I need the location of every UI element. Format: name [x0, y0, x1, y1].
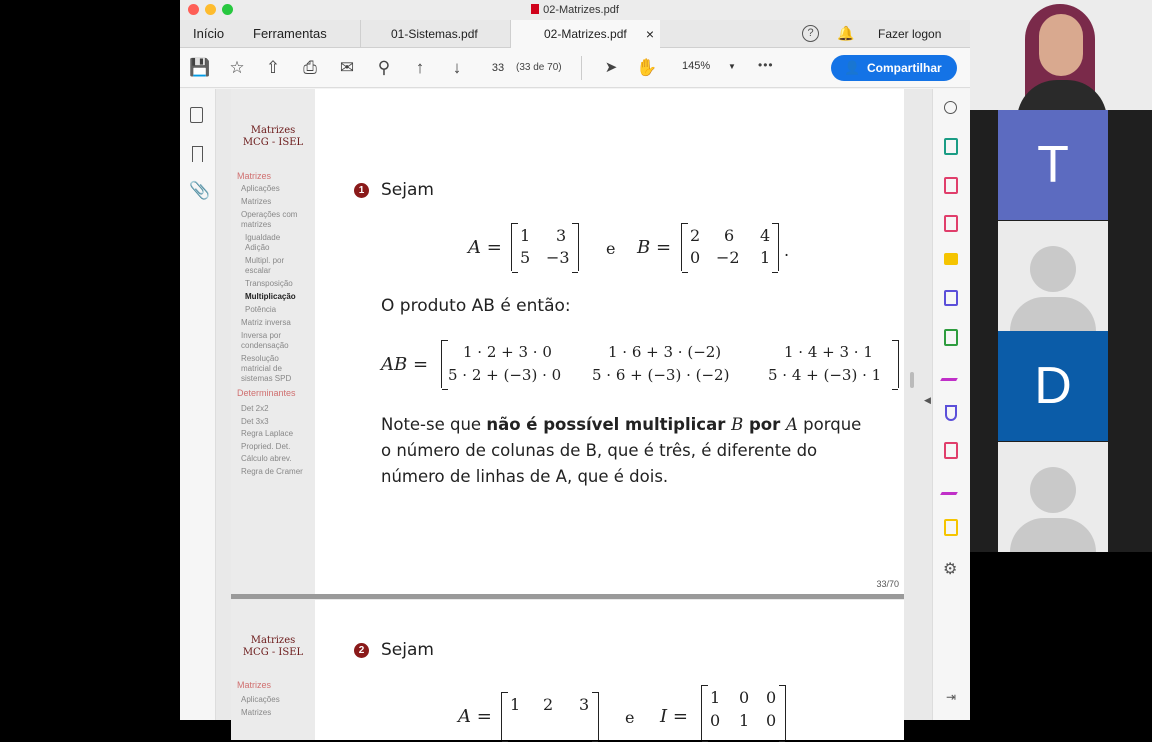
matrix-cell: 3 — [579, 695, 590, 714]
tab-label: 02-Matrizes.pdf — [544, 27, 627, 41]
matrix-cell: 1 — [710, 688, 721, 707]
window-title: 02-Matrizes.pdf — [543, 4, 619, 16]
tool-icon[interactable] — [944, 101, 957, 114]
bullet-badge: 2 — [354, 643, 369, 658]
sidebar-item[interactable]: Inversa por — [241, 331, 282, 340]
matrix-b — [681, 223, 779, 271]
maximize-window-button[interactable] — [222, 4, 233, 15]
matrix-cell: 1 — [760, 248, 771, 267]
sidebar-item[interactable]: Aplicações — [241, 695, 280, 704]
stamp-icon[interactable] — [944, 519, 958, 536]
document-viewer[interactable] — [216, 89, 932, 730]
matrix-cell: 0 — [690, 248, 701, 267]
note-math: B — [731, 415, 744, 434]
slide-content — [315, 600, 904, 740]
matrix-cell: 1 · 6 + 3 · (−2) — [608, 343, 722, 361]
avatar — [1030, 467, 1076, 513]
pages-icon[interactable] — [190, 107, 203, 123]
comment-icon[interactable] — [944, 253, 958, 265]
intro-text: Sejam — [381, 180, 434, 200]
close-window-button[interactable] — [188, 4, 199, 15]
sidebar-item[interactable]: matrizes — [241, 220, 272, 229]
sidebar-title: Matrizes — [250, 125, 296, 136]
share-label: Compartilhar — [867, 61, 942, 75]
matrix-cell: 4 — [760, 226, 771, 245]
pdf-file-icon — [531, 4, 539, 14]
sidebar-subtitle: MCG - ISEL — [242, 647, 304, 658]
attachment-icon[interactable]: 📎 — [189, 181, 211, 200]
share-button[interactable] — [831, 55, 957, 81]
tab-doc-matrizes[interactable] — [510, 20, 660, 48]
pdf-app-window — [180, 0, 970, 730]
sidebar-item[interactable]: Matrizes — [241, 197, 272, 206]
pointer-icon[interactable]: ➤ — [604, 59, 618, 76]
matrix-a-label: A = — [458, 706, 492, 727]
sidebar-item[interactable]: Det 2x2 — [241, 404, 269, 413]
camera-feed — [957, 0, 1152, 110]
note-math: A — [786, 415, 798, 434]
pdf-page — [231, 89, 904, 595]
edit-pdf-icon[interactable] — [944, 177, 958, 194]
sidebar-subtitle: MCG - ISEL — [242, 137, 304, 148]
customize-tools-icon[interactable]: ⚙ — [943, 561, 958, 578]
sidebar-title: Matrizes — [250, 635, 296, 646]
login-link[interactable]: Fazer logon — [878, 27, 942, 41]
sidebar-item[interactable]: Det 3x3 — [241, 416, 269, 426]
matrix-i-label: I = — [660, 706, 688, 727]
organize-pages-icon[interactable] — [944, 215, 958, 232]
matrix-cell: 1 · 4 + 3 · 1 — [784, 343, 873, 361]
participant-tile[interactable] — [998, 331, 1108, 441]
beamer-sidebar — [231, 600, 315, 740]
note-text: Note-se que — [381, 415, 487, 434]
page-number: 33/70 — [876, 579, 899, 589]
tab-label: 01-Sistemas.pdf — [391, 27, 478, 41]
tab-doc-sistemas[interactable] — [360, 20, 510, 48]
tab-home[interactable]: Início — [193, 26, 225, 41]
help-icon[interactable]: ? — [802, 25, 819, 42]
slide-content — [315, 89, 904, 595]
matrix-cell: 5 · 4 + (−3) · 1 — [768, 366, 882, 384]
toolbar-divider — [581, 56, 582, 80]
matrix-cell: 1 · 2 + 3 · 0 — [463, 343, 552, 361]
sidebar-item-active[interactable]: Multiplicação — [245, 292, 296, 301]
right-tools-rail — [924, 89, 970, 720]
collapse-right-icon[interactable]: ◀ — [924, 395, 931, 405]
save-icon[interactable]: 💾 — [189, 58, 211, 77]
sidebar-section[interactable]: Determinantes — [237, 388, 296, 398]
matrix-cell: 6 — [724, 226, 735, 245]
matrix-cell: 3 — [556, 226, 567, 245]
minimize-window-button[interactable] — [205, 4, 216, 15]
export-pdf-icon[interactable] — [944, 138, 958, 155]
print-icon[interactable]: ⎙ — [303, 58, 317, 77]
sidebar-item[interactable]: Transposição — [245, 279, 293, 288]
star-icon[interactable]: ☆ — [229, 58, 245, 77]
sidebar-item[interactable]: Adição — [245, 243, 270, 252]
upload-icon[interactable]: ⇧ — [265, 58, 281, 77]
product-text: O produto AB é então: — [381, 296, 571, 316]
intro-text: Sejam — [381, 640, 434, 660]
sidebar-item[interactable]: escalar — [245, 266, 271, 275]
sidebar-item[interactable]: Cálculo abrev. — [241, 454, 292, 463]
sidebar-item[interactable]: Aplicações — [241, 184, 280, 193]
product-matrix — [441, 340, 899, 388]
matrix-cell: −3 — [546, 248, 570, 267]
scrollbar-thumb[interactable] — [910, 372, 914, 388]
close-tab-icon[interactable]: × — [645, 26, 654, 42]
protect-icon[interactable] — [945, 405, 957, 421]
matrix-cell: 2 — [690, 226, 701, 245]
zoom-select[interactable] — [672, 60, 738, 76]
participant-tile[interactable] — [998, 110, 1108, 220]
mail-icon[interactable]: ✉ — [339, 58, 355, 77]
participant-tile[interactable] — [998, 221, 1108, 331]
matrix-a — [501, 692, 599, 740]
bookmark-icon[interactable] — [192, 146, 203, 162]
matrix-cell: −2 — [716, 248, 740, 267]
zoom-out-icon[interactable]: ⚲ — [377, 58, 391, 77]
bell-icon[interactable]: 🔔 — [837, 25, 855, 41]
page-number-input[interactable]: 33 — [491, 62, 505, 74]
note-line-2: o número de colunas de B, que é três, é diferente do — [381, 441, 818, 460]
tab-tools[interactable]: Ferramentas — [253, 26, 327, 41]
sidebar-item[interactable]: condensação — [241, 341, 289, 350]
more-tools-icon[interactable]: ••• — [758, 58, 774, 72]
matrix-cell: 0 — [710, 711, 721, 730]
sidebar-item[interactable]: Propried. Det. — [241, 441, 291, 451]
sidebar-section[interactable]: Matrizes — [237, 680, 272, 690]
avatar — [1030, 246, 1076, 292]
sidebar-item[interactable]: Regra de Cramer — [241, 466, 303, 476]
sidebar-item[interactable]: Multipl. por — [245, 256, 285, 265]
participant-tile[interactable] — [998, 442, 1108, 552]
video-strip — [957, 0, 1152, 552]
sidebar-item[interactable]: matricial de — [241, 364, 282, 373]
pdf-tool-icon[interactable] — [944, 442, 958, 459]
fill-sign-icon[interactable] — [940, 371, 962, 381]
matrix-cell: 5 · 2 + (−3) · 0 — [448, 366, 562, 384]
note-paragraph — [381, 412, 901, 490]
sidebar-item[interactable]: Regra Laplace — [241, 429, 294, 438]
conjunction: e — [606, 239, 616, 258]
user-plus-icon: 👤 — [844, 60, 861, 75]
note-line-3: número de linhas de A, que é dois. — [381, 467, 669, 486]
matrix-cell: 1 — [510, 695, 521, 714]
left-nav-rail — [180, 89, 216, 720]
pdf-page — [231, 600, 904, 740]
conjunction: e — [625, 708, 635, 727]
matrix-a-label: A = — [468, 237, 502, 258]
note-bold-text: não é possível multiplicar — [486, 415, 732, 434]
matrix-cell: 1 — [520, 226, 531, 245]
compress-icon[interactable] — [944, 329, 958, 346]
matrix-a — [511, 223, 579, 271]
scan-icon[interactable] — [944, 290, 958, 306]
matrix-b-label: B = — [637, 237, 672, 258]
note-bold-text: por — [743, 415, 787, 434]
beamer-sidebar — [231, 89, 315, 595]
sidebar-item[interactable]: Matriz inversa — [241, 318, 291, 327]
period: . — [784, 241, 790, 260]
matrix-cell: 5 · 6 + (−3) · (−2) — [592, 366, 730, 384]
sidebar-item[interactable]: Matrizes — [241, 708, 272, 717]
page-up-icon[interactable]: ↑ — [415, 58, 425, 77]
sidebar-section[interactable]: Matrizes — [237, 171, 272, 181]
window-titlebar — [180, 0, 970, 20]
matrix-cell: 0 — [739, 688, 750, 707]
expand-panel-icon[interactable]: ⇥ — [946, 690, 957, 704]
sidebar-item[interactable]: Operações com — [241, 210, 298, 219]
page-separator — [231, 594, 904, 599]
note-text: porque — [797, 415, 862, 434]
hand-icon[interactable]: ✋ — [636, 58, 658, 77]
zoom-value: 145% — [682, 60, 711, 72]
chevron-down-icon: ▼ — [728, 62, 736, 71]
product-label: AB = — [381, 354, 429, 375]
matrix-cell: 0 — [766, 688, 777, 707]
matrix-cell: 1 — [739, 711, 750, 730]
matrix-cell: 5 — [520, 248, 531, 267]
participant-initial: D — [1034, 357, 1072, 415]
matrix-i — [701, 685, 786, 740]
matrix-cell: 0 — [766, 711, 777, 730]
sign-icon[interactable] — [940, 485, 962, 495]
tab-bar — [180, 20, 970, 48]
participant-initial: T — [1037, 136, 1069, 194]
bullet-badge: 1 — [354, 183, 369, 198]
sidebar-item[interactable]: Resolução — [241, 354, 279, 363]
page-count: (33 de 70) — [516, 62, 562, 73]
sidebar-item[interactable]: sistemas SPD — [241, 374, 292, 383]
window-controls — [188, 4, 233, 15]
page-down-icon[interactable]: ↓ — [452, 58, 462, 77]
sidebar-item[interactable]: Potência — [245, 305, 277, 314]
sidebar-item[interactable]: Igualdade — [245, 233, 281, 242]
note-line-1 — [381, 412, 901, 438]
matrix-cell: 2 — [543, 695, 554, 714]
